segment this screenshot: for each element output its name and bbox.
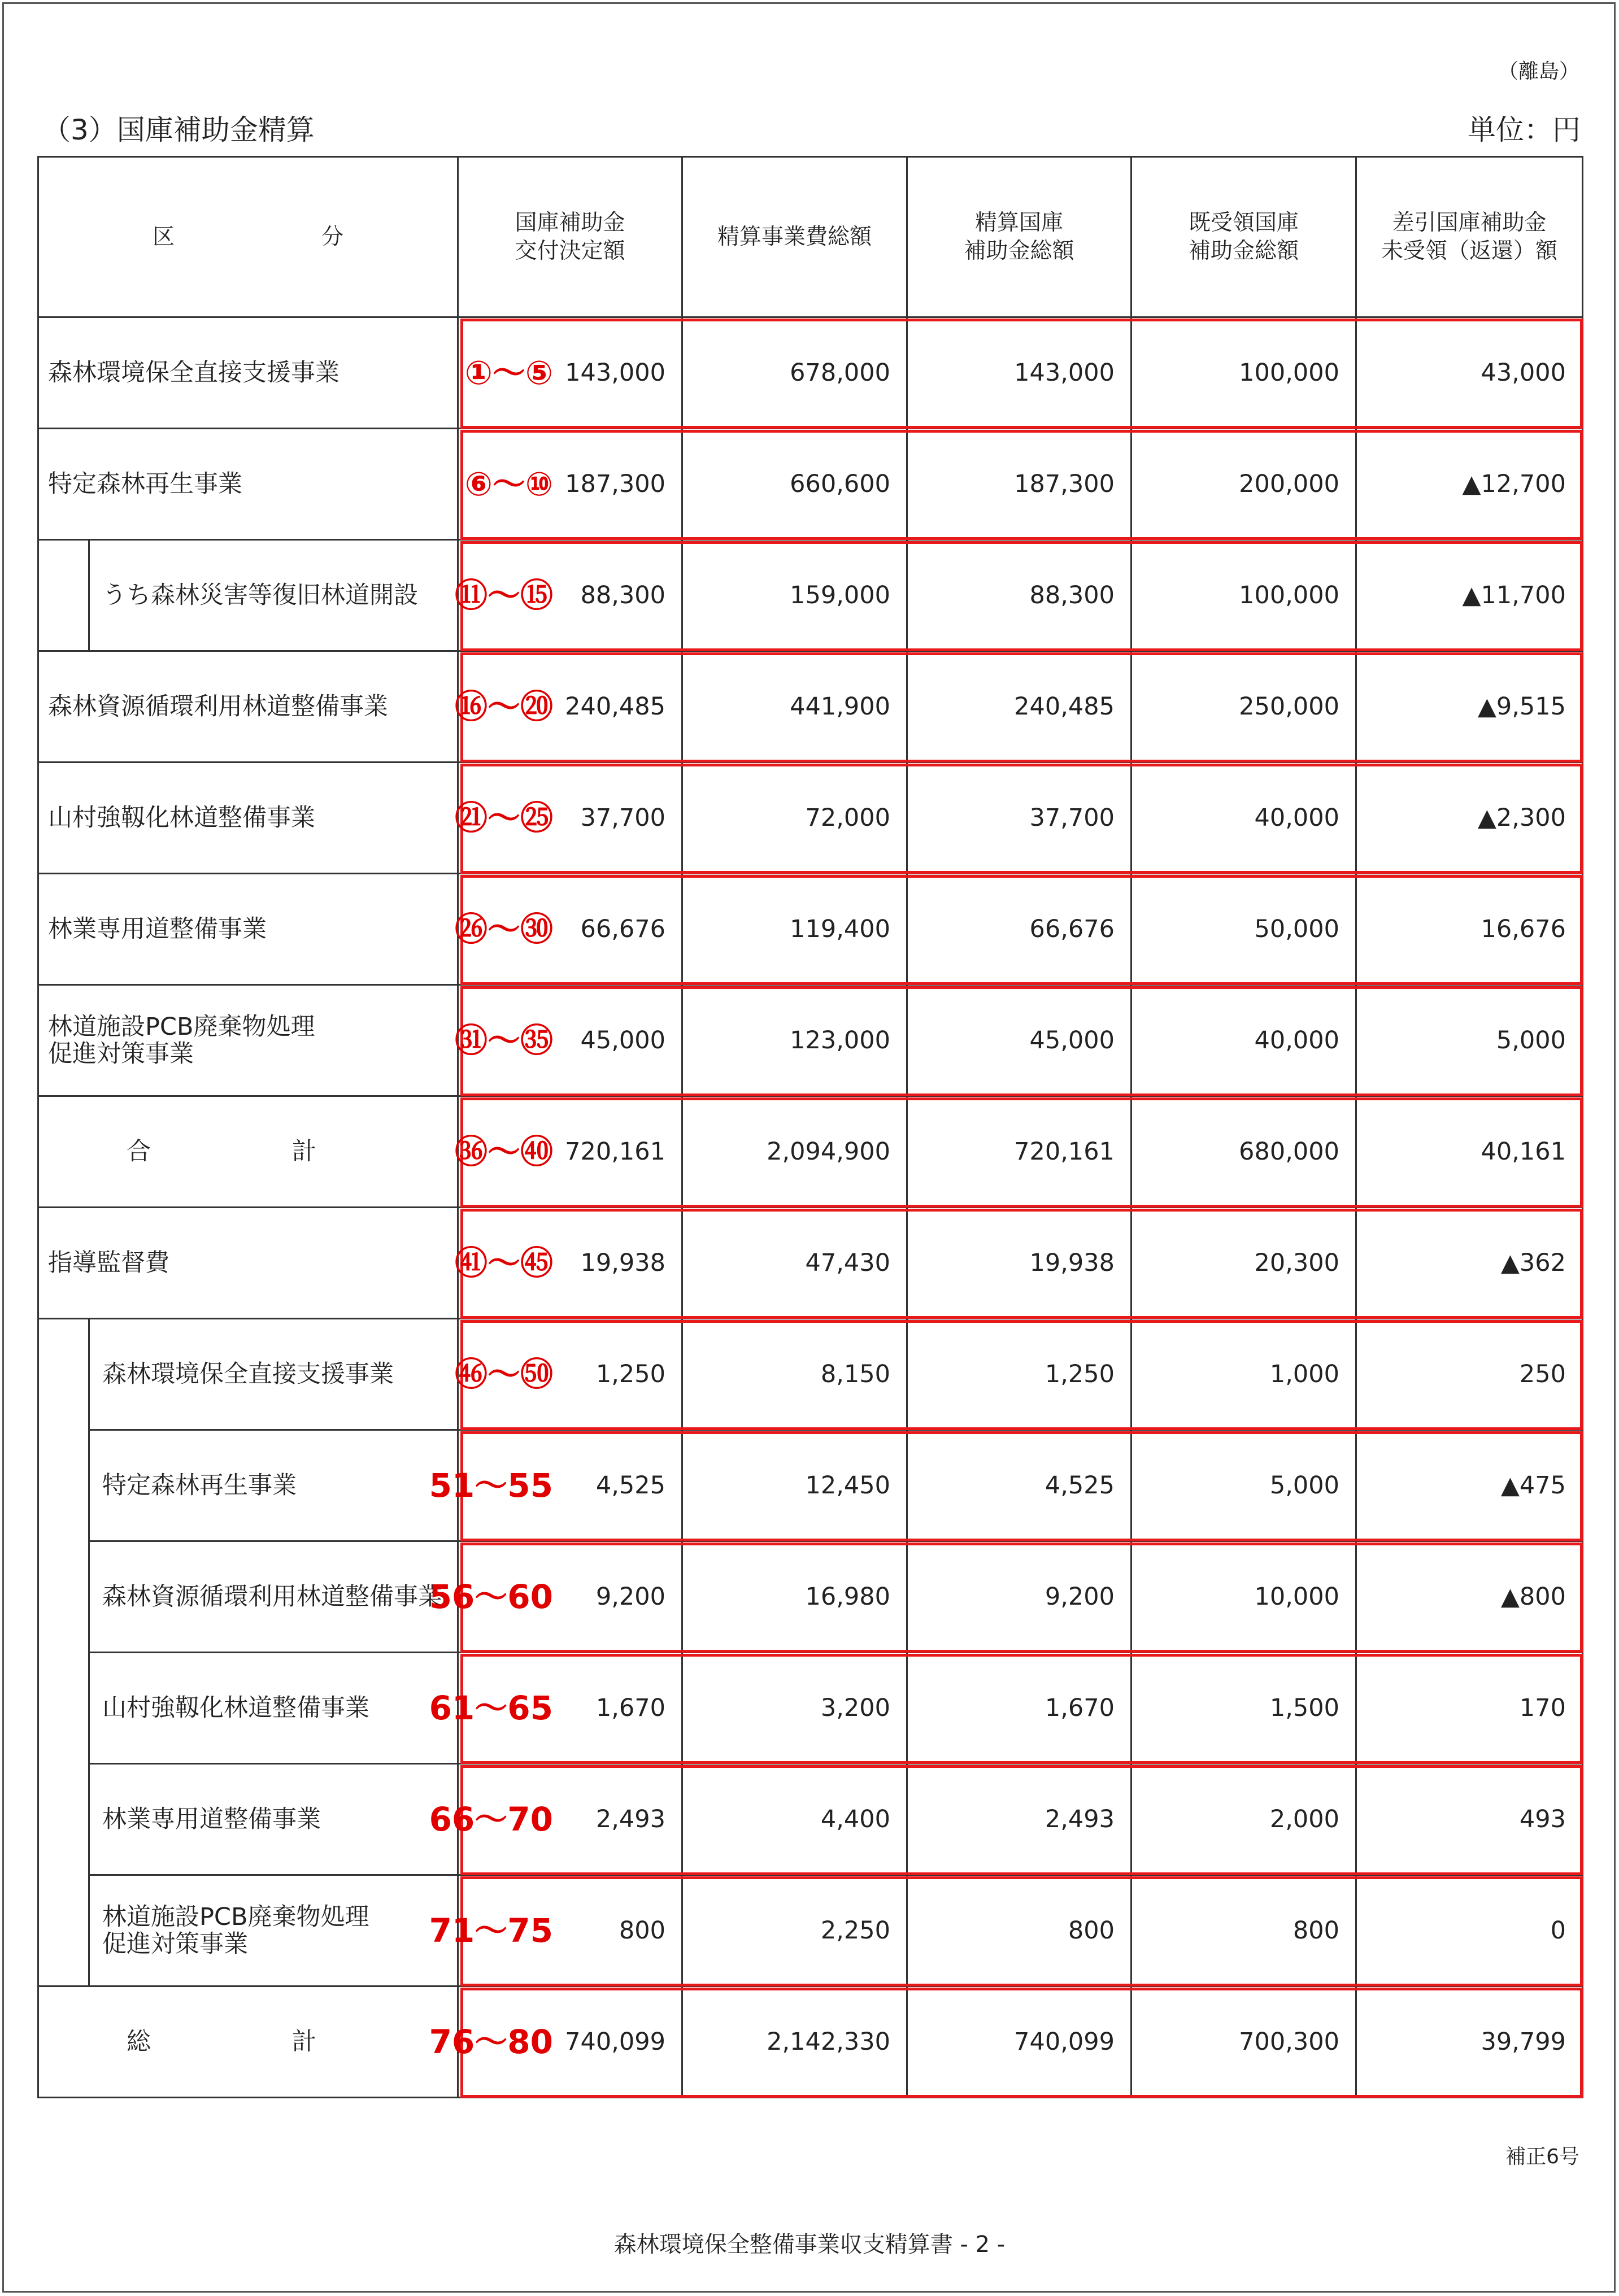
value-cell: 16,676: [1356, 874, 1583, 985]
value-cell: 5,000: [1356, 985, 1583, 1096]
value-cell: 19,938: [458, 1208, 682, 1319]
row-label: [38, 874, 553, 985]
value-cell: 12,450: [682, 1430, 907, 1541]
row-label: [89, 540, 553, 651]
value-cell: ▲362: [1356, 1208, 1583, 1319]
value-cell: 240,485: [458, 651, 682, 763]
row-label-text: 指導監督費: [48, 1249, 169, 1277]
value-cell: 250,000: [1131, 651, 1356, 763]
value-cell: 40,161: [1356, 1096, 1583, 1208]
highlight-box: [460, 652, 1583, 763]
value-cell: 187,300: [907, 429, 1131, 540]
value-cell: 170: [1356, 1653, 1583, 1764]
highlight-box: [460, 986, 1583, 1096]
value-cell: 493: [1356, 1764, 1583, 1875]
value-cell: 2,493: [907, 1764, 1131, 1875]
col-header-balance: 差引国庫補助金 未受領（返還）額: [1356, 157, 1583, 317]
reference-marker: 76～80: [429, 2023, 553, 2061]
value-cell: 66,676: [458, 874, 682, 985]
indent-cell: [38, 1764, 89, 1875]
value-cell: 5,000: [1131, 1430, 1356, 1541]
value-cell: 72,000: [682, 763, 907, 874]
reference-marker: ㉑～㉕: [454, 799, 553, 837]
value-cell: ▲2,300: [1356, 763, 1583, 874]
value-cell: 1,250: [458, 1319, 682, 1430]
reference-marker: 51～55: [429, 1466, 553, 1505]
row-label: [38, 651, 553, 763]
value-cell: 16,980: [682, 1541, 907, 1653]
region-label: （離島）: [1498, 60, 1579, 83]
highlight-box: [460, 1431, 1583, 1541]
value-cell: 800: [907, 1875, 1131, 1986]
indent-cell: [38, 1319, 89, 1430]
value-cell: 143,000: [907, 317, 1131, 429]
col-header-received-subsidy: 既受領国庫 補助金総額: [1131, 157, 1356, 317]
highlight-box: [460, 1988, 1583, 2098]
value-cell: 0: [1356, 1875, 1583, 1986]
page-footer: 森林環境保全整備事業収支精算書 - 2 -: [613, 2232, 1006, 2258]
value-cell: 680,000: [1131, 1096, 1356, 1208]
value-cell: 50,000: [1131, 874, 1356, 985]
value-cell: 19,938: [907, 1208, 1131, 1319]
value-cell: 2,094,900: [682, 1096, 907, 1208]
value-cell: 47,430: [682, 1208, 907, 1319]
value-cell: 720,161: [458, 1096, 682, 1208]
row-label-text: 合 計: [127, 1138, 316, 1166]
row-label: [38, 1096, 553, 1208]
row-label: [38, 1986, 553, 2098]
value-cell: ▲9,515: [1356, 651, 1583, 763]
value-cell: 123,000: [682, 985, 907, 1096]
value-cell: ▲475: [1356, 1430, 1583, 1541]
value-cell: 40,000: [1131, 763, 1356, 874]
row-label-text: 林道施設PCB廃棄物処理 促進対策事業: [102, 1903, 369, 1958]
row-label: [38, 985, 553, 1096]
row-label-text: 林業専用道整備事業: [102, 1805, 321, 1833]
value-cell: 8,150: [682, 1319, 907, 1430]
value-cell: 250: [1356, 1319, 1583, 1430]
value-cell: ▲11,700: [1356, 540, 1583, 651]
value-cell: 240,485: [907, 651, 1131, 763]
value-cell: 37,700: [907, 763, 1131, 874]
value-cell: 1,670: [458, 1653, 682, 1764]
row-label-text: 森林資源循環利用林道整備事業: [102, 1583, 442, 1611]
row-label: [89, 1875, 553, 1986]
row-label-text: 総 計: [127, 2028, 316, 2056]
row-label: [89, 1653, 553, 1764]
col-header-settled-subsidy: 精算国庫 補助金総額: [907, 157, 1131, 317]
value-cell: 678,000: [682, 317, 907, 429]
value-cell: ▲800: [1356, 1541, 1583, 1653]
value-cell: 20,300: [1131, 1208, 1356, 1319]
value-cell: 740,099: [907, 1986, 1131, 2098]
value-cell: 2,142,330: [682, 1986, 907, 2098]
header-row: [38, 157, 1583, 317]
value-cell: 100,000: [1131, 540, 1356, 651]
row-label: [89, 1319, 553, 1430]
value-cell: 720,161: [907, 1096, 1131, 1208]
value-cell: 159,000: [682, 540, 907, 651]
value-cell: 143,000: [458, 317, 682, 429]
value-cell: 88,300: [458, 540, 682, 651]
row-label: [89, 1430, 553, 1541]
value-cell: 9,200: [458, 1541, 682, 1653]
value-cell: 2,250: [682, 1875, 907, 1986]
highlight-box: [460, 764, 1583, 874]
value-cell: 1,000: [1131, 1319, 1356, 1430]
highlight-box: [460, 875, 1583, 985]
row-label: [38, 763, 553, 874]
value-cell: 43,000: [1356, 317, 1583, 429]
reference-marker: ⑥～⑩: [464, 465, 553, 503]
value-cell: 200,000: [1131, 429, 1356, 540]
value-cell: 3,200: [682, 1653, 907, 1764]
reference-marker: ㉛～㉟: [454, 1021, 553, 1060]
row-label-text: 山村強靱化林道整備事業: [48, 804, 315, 832]
indent-cell: [38, 1875, 89, 1986]
col-header-category: 区 分: [38, 157, 458, 317]
indent-cell: [38, 1430, 89, 1541]
indent-cell: [38, 1541, 89, 1653]
value-cell: 9,200: [907, 1541, 1131, 1653]
value-cell: 40,000: [1131, 985, 1356, 1096]
reference-marker: 71～75: [429, 1911, 553, 1950]
reference-marker: ㉖～㉚: [454, 910, 553, 948]
row-label: [38, 1208, 553, 1319]
page-title: （3）国庫補助金精算: [42, 114, 315, 146]
row-label-text: 特定森林再生事業: [102, 1471, 297, 1500]
row-label-text: 山村強靱化林道整備事業: [102, 1694, 369, 1722]
value-cell: 4,400: [682, 1764, 907, 1875]
value-cell: 2,493: [458, 1764, 682, 1875]
value-cell: 37,700: [458, 763, 682, 874]
col-header-decision-amount: 国庫補助金 交付決定額: [458, 157, 682, 317]
indent-cell: [38, 1653, 89, 1764]
highlight-box: [460, 1097, 1583, 1208]
value-cell: 4,525: [907, 1430, 1131, 1541]
unit-label: 単位：円: [1468, 114, 1581, 146]
form-number: 補正6号: [1505, 2145, 1579, 2168]
value-cell: 10,000: [1131, 1541, 1356, 1653]
reference-marker: ㊱～㊵: [454, 1132, 553, 1171]
row-label-text: うち森林災害等復旧林道開設: [102, 581, 418, 609]
row-label: [89, 1541, 553, 1653]
row-label: [89, 1764, 553, 1875]
highlight-box: [460, 430, 1583, 540]
reference-marker: ⑪～⑮: [454, 576, 553, 615]
row-label-text: 特定森林再生事業: [48, 470, 242, 498]
row-label-text: 林業専用道整備事業: [48, 915, 267, 943]
col-header-total-cost: 精算事業費総額: [682, 157, 907, 317]
value-cell: 1,500: [1131, 1653, 1356, 1764]
row-label-text: 森林環境保全直接支援事業: [48, 359, 340, 387]
row-label: [38, 429, 553, 540]
value-cell: 100,000: [1131, 317, 1356, 429]
indent-cell: [38, 540, 89, 651]
value-cell: 800: [1131, 1875, 1356, 1986]
value-cell: 66,676: [907, 874, 1131, 985]
reference-marker: ⑯～⑳: [454, 687, 553, 726]
value-cell: 187,300: [458, 429, 682, 540]
value-cell: 45,000: [458, 985, 682, 1096]
reference-marker: ㊻～㊿: [454, 1355, 553, 1393]
highlight-box: [460, 1765, 1583, 1875]
value-cell: 4,525: [458, 1430, 682, 1541]
value-cell: 1,250: [907, 1319, 1131, 1430]
value-cell: 39,799: [1356, 1986, 1583, 2098]
highlight-box: [460, 1209, 1583, 1319]
value-cell: 45,000: [907, 985, 1131, 1096]
highlight-box: [460, 1320, 1583, 1430]
reference-marker: 66～70: [429, 1800, 553, 1838]
highlight-box: [460, 1654, 1583, 1764]
row-label-text: 林道施設PCB廃棄物処理 促進対策事業: [48, 1013, 315, 1068]
value-cell: 700,300: [1131, 1986, 1356, 2098]
row-label-text: 森林資源循環利用林道整備事業: [48, 692, 388, 721]
highlight-box: [460, 1543, 1583, 1653]
value-cell: 2,000: [1131, 1764, 1356, 1875]
highlight-box: [460, 541, 1583, 651]
row-label-text: 森林環境保全直接支援事業: [102, 1360, 394, 1388]
reference-marker: 56～60: [429, 1578, 553, 1616]
value-cell: 1,670: [907, 1653, 1131, 1764]
value-cell: 740,099: [458, 1986, 682, 2098]
highlight-box: [460, 1876, 1583, 1986]
row-label: [38, 317, 553, 429]
highlight-box: [460, 319, 1583, 429]
reference-marker: ①～⑤: [464, 354, 553, 392]
value-cell: 88,300: [907, 540, 1131, 651]
reference-marker: 61～65: [429, 1689, 553, 1727]
value-cell: 119,400: [682, 874, 907, 985]
value-cell: 441,900: [682, 651, 907, 763]
reference-marker: ㊶～㊺: [454, 1244, 553, 1282]
value-cell: 660,600: [682, 429, 907, 540]
value-cell: 800: [458, 1875, 682, 1986]
value-cell: ▲12,700: [1356, 429, 1583, 540]
